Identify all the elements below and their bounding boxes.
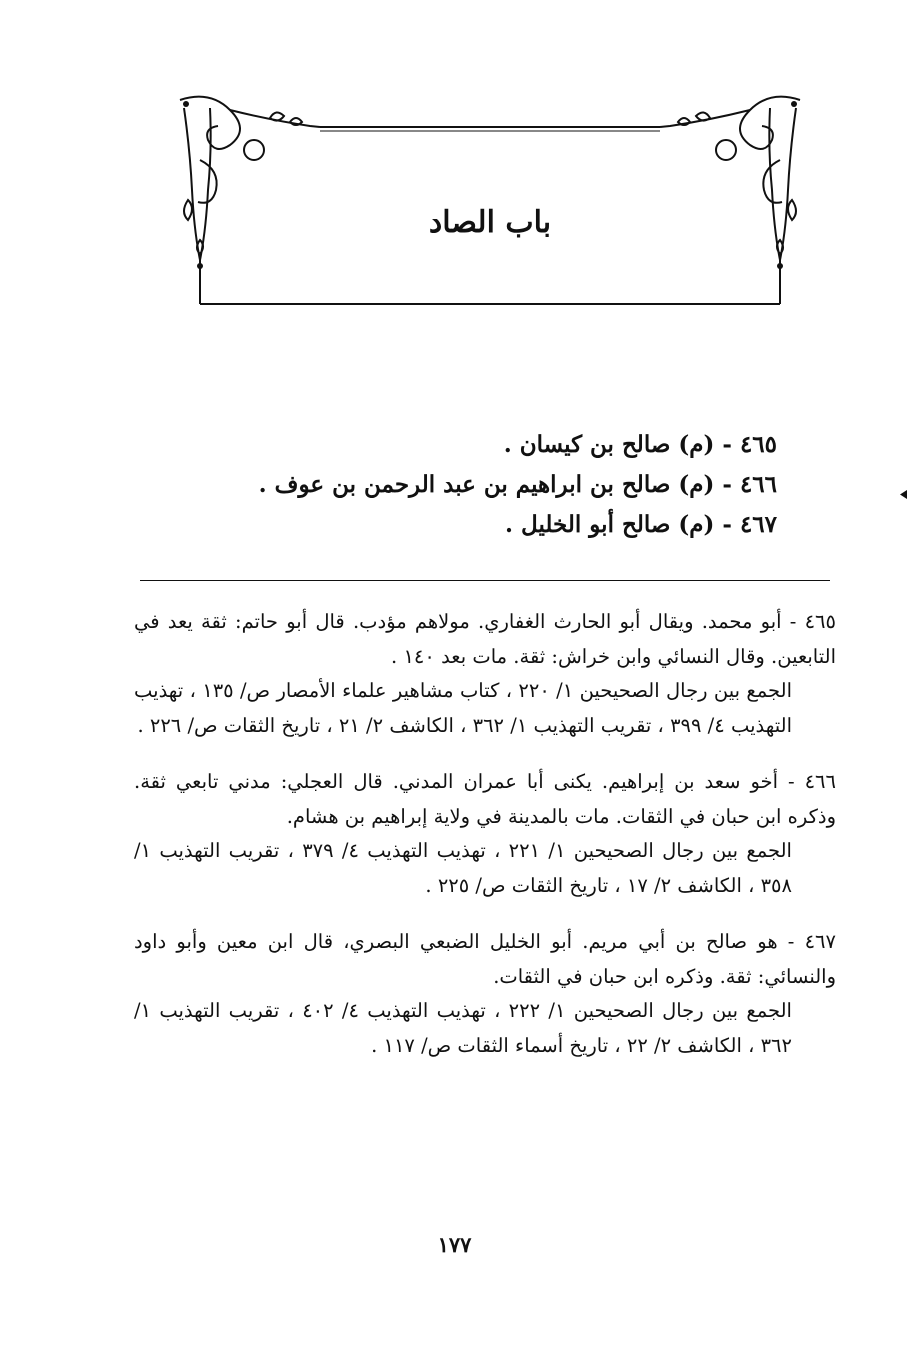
footnote-text: ٤٦٥ - أبو محمد. ويقال أبو الحارث الغفاري. مولاهم مؤدب. قال أبو حاتم: ثقة يعد في التابعين. وقال النسائي وابن خراش: ثقة. مات بعد ١٤٠ .	[134, 610, 836, 668]
entry-heading: ٤٦٧ - (م) صالح أبو الخليل .	[505, 511, 777, 538]
entry-heading: ٤٦٥ - (م) صالح بن كيسان .	[503, 431, 777, 458]
footnote-references: الجمع بين رجال الصحيحين ١/ ٢٢٠ ، كتاب مشاهير علماء الأمصار ص/ ١٣٥ ، تهذيب التهذيب ٤/ ٣٩٩ ، تقريب التهذيب ١/ ٣٦٢ ، الكاشف ٢/ ٢١ ، تاريخ الثقات ص/ ٢٢٦ .	[134, 679, 793, 737]
page-number: ١٧٧	[437, 1232, 472, 1257]
margin-marker-icon	[900, 490, 907, 499]
chapter-title: باب الصاد	[428, 205, 552, 240]
footnote	[134, 605, 836, 743]
footnote	[134, 925, 836, 1063]
chapter-header-frame	[170, 90, 810, 310]
footnote-text: ٤٦٦ - أخو سعد بن إبراهيم. يكنى أبا عمران المدني. قال العجلي: مدني تابعي ثقة. وذكره ابن حبان في الثقات. مات بالمدينة في ولاية إبراهيم بن هشام.	[134, 770, 836, 828]
footnote-references: الجمع بين رجال الصحيحين ١/ ٢٢٢ ، تهذيب التهذيب ٤/ ٤٠٢ ، تقريب التهذيب ١/ ٣٦٢ ، الكاشف ٢/ ٢٢ ، تاريخ أسماء الثقات ص/ ١١٧ .	[134, 999, 792, 1057]
footnote	[134, 765, 836, 903]
footnote-text: ٤٦٧ - هو صالح بن أبي مريم. أبو الخليل الضبعي البصري، قال ابن معين وأبو داود والنسائي: ثقة. وذكره ابن حبان في الثقات.	[134, 930, 836, 988]
footnote-divider	[140, 580, 830, 581]
footnotes	[134, 605, 836, 1085]
footnote-references: الجمع بين رجال الصحيحين ١/ ٢٢١ ، تهذيب التهذيب ٤/ ٣٧٩ ، تقريب التهذيب ١/ ٣٥٨ ، الكاشف ٢/ ١٧ ، تاريخ الثقات ص/ ٢٢٥ .	[134, 839, 792, 897]
entry-heading: ٤٦٦ - (م) صالح بن ابراهيم بن عبد الرحمن بن عوف .	[258, 471, 777, 498]
ornament-frame-icon	[170, 90, 810, 310]
entry-list	[137, 425, 777, 545]
